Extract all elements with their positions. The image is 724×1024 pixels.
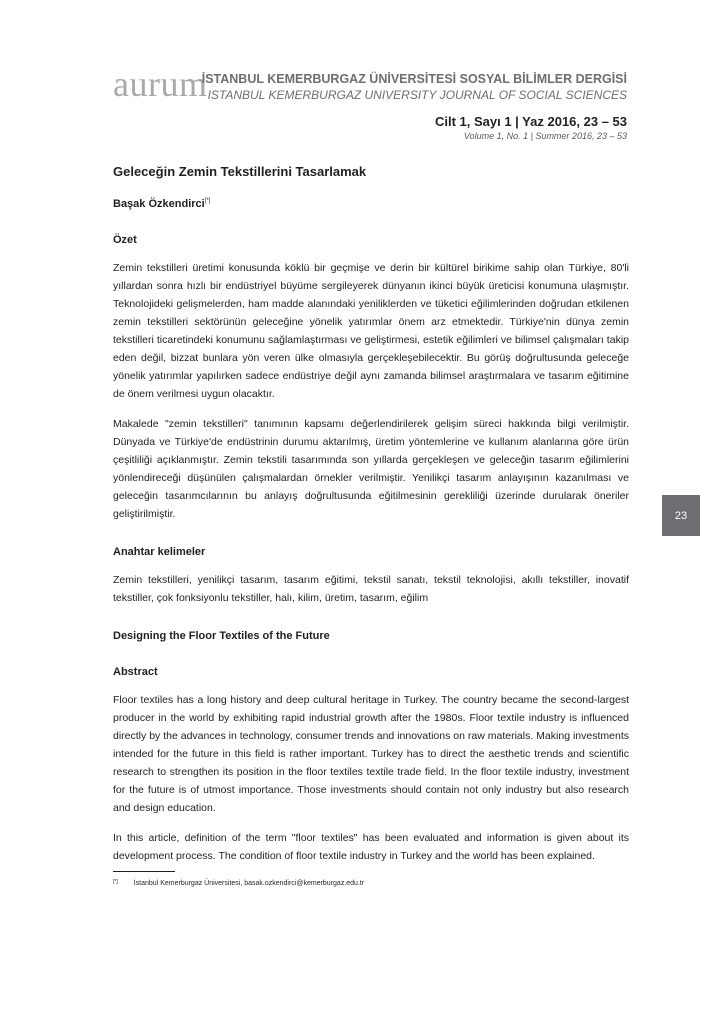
journal-title-english: ISTANBUL KEMERBURGAZ UNIVERSITY JOURNAL OF SOCIAL SCIENCES	[207, 88, 627, 102]
keywords-turkish: Zemin tekstilleri, yenilikçi tasarım, tasarım eğitimi, tekstil sanatı, tekstil teknolojisi, akıllı tekstiller, inovatif tekstiller, çok fonksiyonlu tekstiller, halı, kilim, üretim, tasarım, eğilim	[113, 574, 629, 604]
footnote-text[interactable]: İstanbul Kemerburgaz Üniversitesi, basak.ozkendirci@kemerburgaz.edu.tr	[133, 880, 365, 887]
footnote-divider	[113, 871, 175, 872]
abstract-paragraph-english-1: Floor textiles has a long history and deep cultural heritage in Turkey. The country became the second-largest producer in the world by exhibiting rapid industrial growth after the 1980s. Floor textile industry is influenced directly by the advances in technology, consumer trends and innovations on raw materials. Making investments intended for the future in this field is rather important. Turkey has to direct the aesthetic trends and scientific research to strengthen its position in the floor textiles textile trade field. In the floor textile industry, investment for the future is of utmost importance. Those investments should contain not only industry but also research and design education.	[113, 694, 629, 814]
volume-info-turkish: Cilt 1, Sayı 1 | Yaz 2016, 23 – 53	[434, 114, 627, 129]
footnote	[113, 877, 364, 889]
abstract-paragraph-turkish-2: Makalede "zemin tekstilleri" tanımının kapsamı değerlendirilerek gelişim süreci hakkında bilgi verilmiştir. Dünyada ve Türkiye'de endüstrinin durumu aktarılmış, üretim yöntemlerine ve kullanım alanlarına göre ürün çeşitliliği açıklanmıştır. Zemin tekstili tasarımında son yıllarda gerçekleşen ve geleceğin tasarım eğilimlerini yönlendireceği düşünülen çalışmalardan örnekler verilmiştir. Yenilikçi tasarım anlayışının kazanılması ve geleceğin tasarımcılarının bu anlayış doğrultusunda eğitilmesinin gerekliliği üzerinde durularak öneriler geliştirilmiştir.	[113, 418, 629, 520]
journal-title-turkish: İSTANBUL KEMERBURGAZ ÜNİVERSİTESİ SOSYAL BİLİMLER DERGİSİ	[201, 72, 627, 86]
abstract-paragraph-english-2: In this article, definition of the term "floor textiles" has been evaluated and information is given about its development process. The condition of floor textile industry in Turkey and the world has been explained.	[113, 832, 629, 862]
journal-logo: aurum	[113, 64, 208, 104]
keywords-heading-turkish: Anahtar kelimeler	[113, 546, 206, 558]
article-body	[113, 164, 629, 877]
author-line	[113, 194, 629, 211]
author-name: Başak Özkendirci	[113, 198, 205, 210]
abstract-heading-english: Abstract	[113, 666, 158, 678]
abstract-paragraph-turkish-1: Zemin tekstilleri üretimi konusunda köklü bir geçmişe ve derin bir kültürel birikime sahip olan Türkiye, 80'li yıllardan sonra hızlı bir endüstriyel büyüme sergileyerek dünyanın ikinci büyük üreticisi konumuna ulaşmıştır. Teknolojideki gelişmelerden, ham madde alanındaki yeniliklerden ve tüketici eğilimlerinden doğrudan etkilenen zemin tekstilleri sektörünün geleceğine yönelik yatırımlar önem arz etmektedir. Türkiye'nin dünya zemin tekstilleri ticaretindeki konumunu sağlamlaştırması ve geliştirmesi, estetik eğilimleri ve bilimsel çalışmaları takip eden değil, bizzat bunlara yön veren ülke olmasıyla gerçekleşebilecektir. Bu görüş doğrultusunda geleceğe yönelik yatırımlar yapılırken sadece endüstriye değil aynı zamanda bilimsel araştırmalara ve tasarım eğitimine de önem verilmesi uygun olacaktır.	[113, 262, 629, 400]
abstract-heading-turkish: Özet	[113, 234, 137, 246]
footnote-mark: [*]	[113, 879, 118, 885]
volume-info-english: Volume 1, No. 1 | Summer 2016, 23 – 53	[463, 131, 627, 141]
article-title-turkish: Geleceğin Zemin Tekstillerini Tasarlamak	[113, 164, 367, 179]
article-title-english: Designing the Floor Textiles of the Future	[113, 630, 330, 642]
author-footnote-mark[interactable]: [*]	[204, 198, 211, 204]
page-number-tab: 23	[662, 495, 700, 536]
